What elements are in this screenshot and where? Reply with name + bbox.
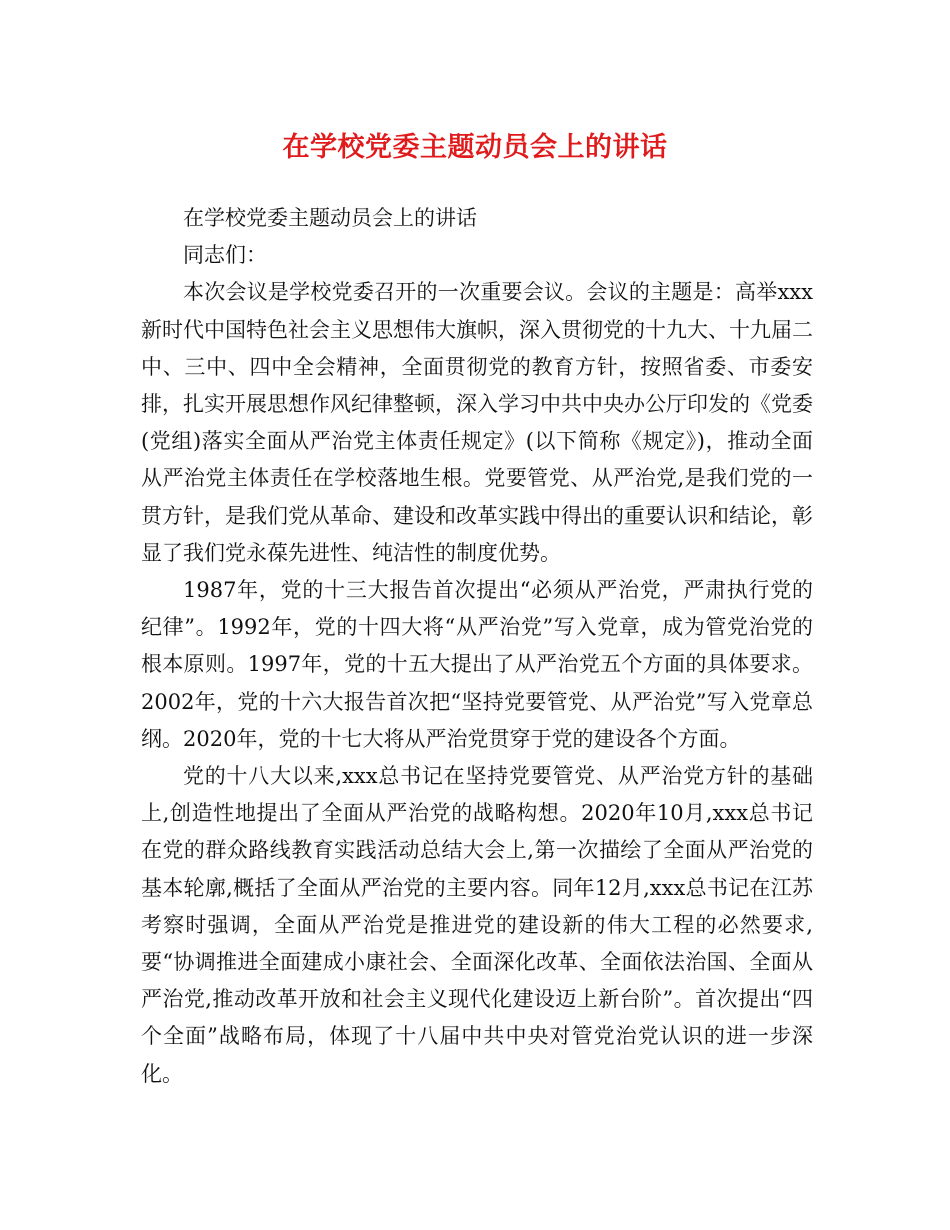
paragraph-history: 1987年，党的十三大报告首次提出“必须从严治党，严肃执行党的纪律”。1992年，党的十四大将“从严治党”写入党章，成为管党治党的根本原则。1997年，党的十五大提出了从严治党五个方面的具体要求。2002年，党的十六大报告首次把“坚持党要管党、从严治党”写入党章总纲。2020年，党的十七大将从严治党贯穿于党的建设各个方面。: [141, 578, 813, 751]
document-body: [141, 200, 813, 1093]
document-title: 在学校党委主题动员会上的讲话: [282, 132, 668, 163]
paragraph-greeting: 同志们：: [183, 243, 267, 268]
paragraph-eighteenth-congress: 党的十八大以来,xxx总书记在坚持党要管党、从严治党方针的基础上,创造性地提出了全面从严治党的战略构想。2020年10月,xxx总书记在党的群众路线教育实践活动总结大会上,第一次描绘了全面从严治党的基本轮廓,概括了全面从严治党的主要内容。同年12月,xxx总书记在江苏考察时强调，全面从严治党是推进党的建设新的伟大工程的必然要求,要“协调推进全面建成小康社会、全面深化改革、全面依法治国、全面从严治党,推动改革开放和社会主义现代化建设迈上新台阶”。首次提出“四个全面”战略布局，体现了十八届中共中央对管党治党认识的进一步深化。: [141, 764, 813, 1086]
paragraph-meeting-theme: 本次会议是学校党委召开的一次重要会议。会议的主题是：高举xxx新时代中国特色社会主义思想伟大旗帜，深入贯彻党的十九大、十九届二中、三中、四中全会精神，全面贯彻党的教育方针，按照省委、市委安排，扎实开展思想作风纪律整顿，深入学习中共中央办公厅印发的《党委(党组)落实全面从严治党主体责任规定》(以下简称《规定》)，推动全面从严治党主体责任在学校落地生根。党要管党、从严治党,是我们党的一贯方针，是我们党从革命、建设和改革实践中得出的重要认识和结论，彰显了我们党永葆先进性、纯洁性的制度优势。: [141, 280, 813, 565]
paragraph-subtitle: 在学校党委主题动员会上的讲话: [183, 206, 477, 230]
